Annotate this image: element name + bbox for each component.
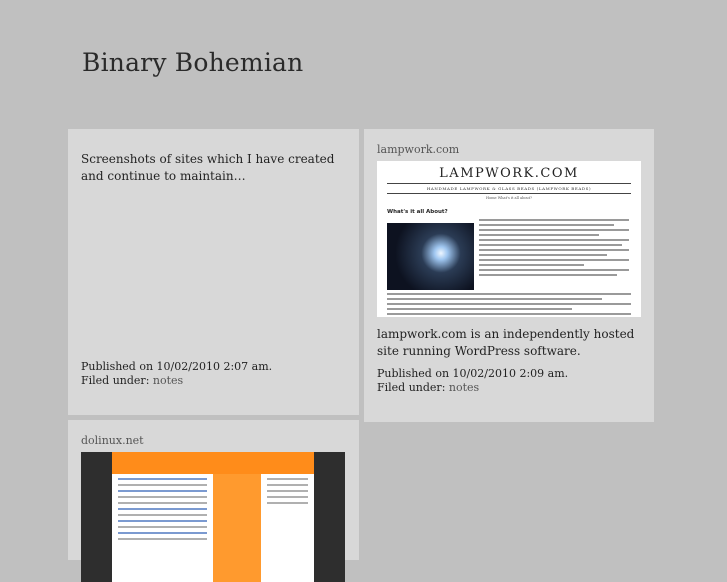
thumb-calendar [213,474,261,582]
lampwork-screenshot[interactable] [377,161,641,317]
thumb-nav: Home What's it all about? [486,196,532,200]
post-text: lampwork.com is an independently hosted site running WordPress software. [377,327,635,358]
thumb-heading: What's it all About? [387,209,448,215]
thumb-header [112,452,314,474]
site-title[interactable]: Binary Bohemian [82,48,304,77]
thumb-rule [387,193,631,194]
post-text: Screenshots of sites which I have created and continue to maintain… [81,152,335,183]
thumb-rule [387,183,631,184]
post-date: Published on 10/02/2010 2:09 am. [377,367,569,380]
thumb-text-block [479,219,629,279]
post-filed [81,374,272,388]
thumb-right-bar [314,452,345,582]
tag-link-notes[interactable]: notes [152,374,184,387]
post-filed [377,381,568,395]
torch-photo [387,223,474,290]
post-date: Published on 10/02/2010 2:07 am. [81,360,273,373]
post-heading[interactable]: dolinux.net [81,434,144,447]
thumb-content [112,474,213,582]
post-card-dolinux [68,420,359,560]
thumb-banner: LAMPWORK.COM [439,166,579,181]
post-meta [377,367,568,395]
thumb-sidebar [261,474,314,582]
post-card-lampwork [364,129,654,422]
thumb-left-bar [81,452,112,582]
filed-label: Filed under: [81,374,150,387]
post-meta [81,360,272,388]
post-card-intro [68,129,359,415]
post-heading[interactable]: lampwork.com [377,143,460,156]
tag-link-notes[interactable]: notes [448,381,480,394]
thumb-subtitle: HANDMADE LAMPWORK & GLASS BEADS (LAMPWORK BEADS) [426,186,592,191]
thumb-text-block-2 [387,293,631,317]
dolinux-screenshot[interactable] [81,452,345,582]
filed-label: Filed under: [377,381,446,394]
